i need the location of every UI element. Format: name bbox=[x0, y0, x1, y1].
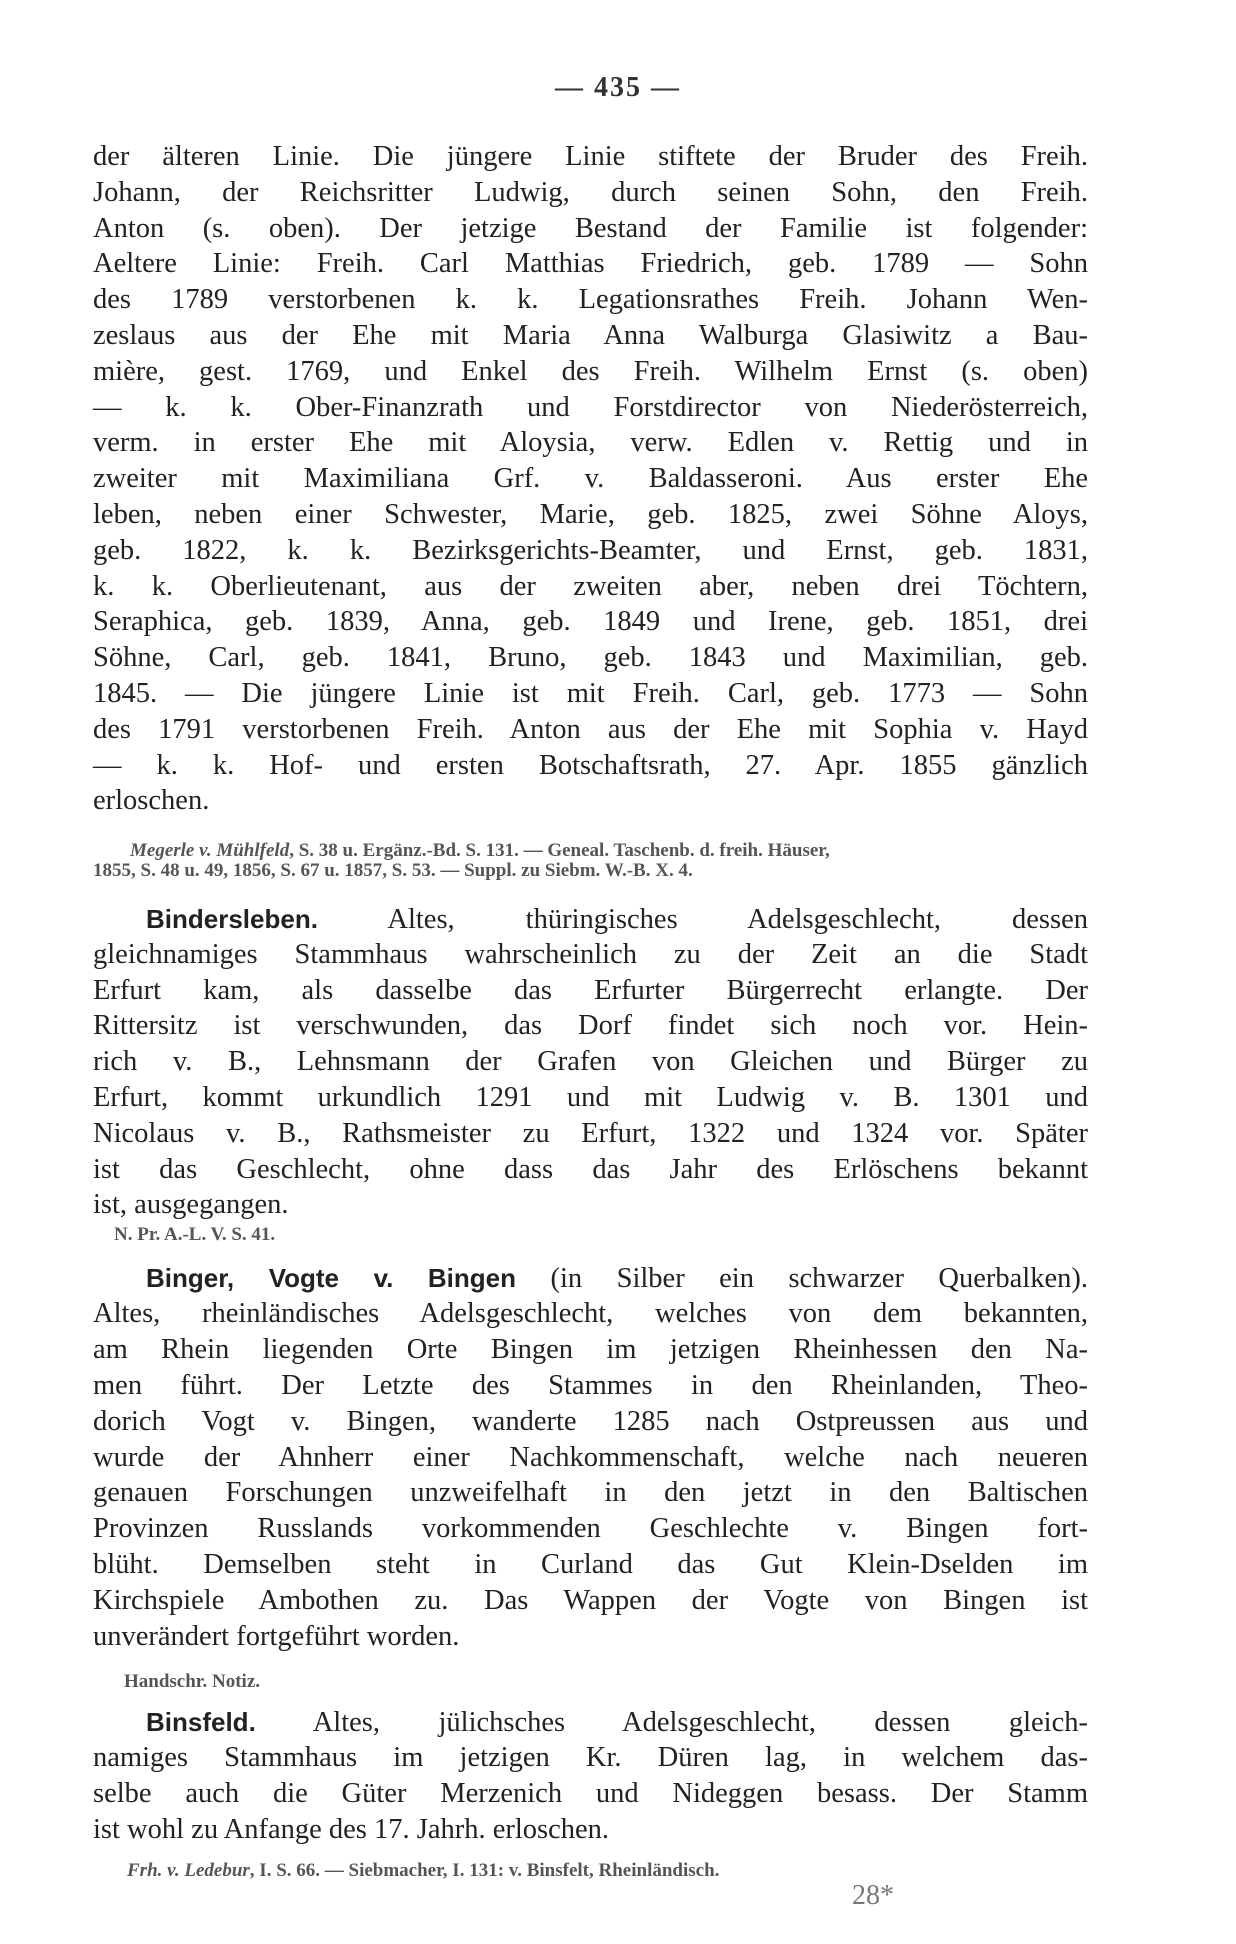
continuation-line bbox=[93, 283, 1088, 317]
footnote-text: , S. 38 u. Ergänz.-Bd. S. 131. — Geneal. Taschenb. d. freih. Häuser, bbox=[289, 840, 830, 861]
entry-headword: Binger, Vogte v. Bingen bbox=[146, 1263, 516, 1293]
line-text: erloschen. bbox=[93, 785, 210, 817]
bindersleben-footnote bbox=[114, 1224, 275, 1246]
footnote-text: , I. S. 66. — Siebmacher, I. 131: v. Binsfelt, Rheinländisch. bbox=[249, 1860, 720, 1881]
line-text: k. k. Oberlieutenant, aus der zweiten aber, neben drei Töchtern, bbox=[93, 570, 1088, 602]
continuation-line bbox=[93, 355, 1088, 389]
page-number: — 435 — bbox=[555, 72, 681, 103]
binger-line bbox=[93, 1476, 1088, 1510]
continuation-line bbox=[93, 605, 1088, 639]
bindersleben-line bbox=[93, 974, 1088, 1008]
line-text: zeslaus aus der Ehe mit Maria Anna Walburga Glasiwitz a Bau- bbox=[93, 320, 1088, 351]
line-text: gleichnamiges Stammhaus wahrscheinlich zu der Zeit an die Stadt bbox=[93, 938, 1088, 970]
bindersleben-line bbox=[93, 1188, 1088, 1222]
line-text: verm. in erster Ehe mit Aloysia, verw. Edlen v. Rettig und in bbox=[93, 427, 1088, 459]
line-text: Rittersitz ist verschwunden, das Dorf findet sich noch vor. Hein- bbox=[93, 1010, 1088, 1042]
bindersleben-line bbox=[93, 1009, 1088, 1043]
continuation-line bbox=[93, 319, 1088, 353]
line-text: Söhne, Carl, geb. 1841, Bruno, geb. 1843 und Maximilian, geb. bbox=[93, 642, 1088, 674]
binger-line bbox=[93, 1620, 1088, 1654]
footnote-text: N. Pr. A.-L. V. S. 41. bbox=[114, 1224, 276, 1245]
line-text: mière, gest. 1769, und Enkel des Freih. Wilhelm Ernst (s. oben) bbox=[93, 355, 1088, 387]
line-text: zweiter mit Maximiliana Grf. v. Baldasseroni. Aus erster Ehe bbox=[93, 463, 1088, 495]
bindersleben-line bbox=[93, 1045, 1088, 1079]
continuation-footnote bbox=[130, 840, 830, 862]
line-text: geb. 1822, k. k. Bezirksgerichts-Beamter, und Ernst, geb. 1831, bbox=[93, 534, 1088, 566]
continuation-line bbox=[93, 784, 1088, 818]
continuation-line bbox=[93, 462, 1088, 496]
continuation-line bbox=[93, 677, 1088, 711]
line-text: dorich Vogt v. Bingen, wanderte 1285 nach Ostpreussen aus und bbox=[93, 1405, 1088, 1437]
binger-line bbox=[93, 1297, 1088, 1331]
binger-line bbox=[93, 1369, 1088, 1403]
bindersleben-line bbox=[93, 1081, 1088, 1115]
continuation-line bbox=[93, 391, 1088, 425]
footnote-author: Frh. v. Ledebur bbox=[127, 1860, 250, 1881]
entry-headword: Binsfeld. bbox=[146, 1707, 256, 1737]
line-text: Aeltere Linie: Freih. Carl Matthias Friedrich, geb. 1789 — Sohn bbox=[93, 248, 1088, 280]
line-text: Nicolaus v. B., Rathsmeister zu Erfurt, 1322 und 1324 vor. Später bbox=[93, 1117, 1088, 1149]
continuation-line bbox=[93, 749, 1088, 783]
footnote-author: Megerle v. Mühlfeld bbox=[130, 840, 290, 861]
binsfeld-line bbox=[93, 1777, 1088, 1811]
binsfeld-footnote bbox=[127, 1860, 719, 1882]
binger-line bbox=[93, 1512, 1088, 1546]
continuation-line bbox=[93, 140, 1088, 174]
continuation-line bbox=[93, 641, 1088, 675]
binsfeld-line bbox=[93, 1813, 1088, 1847]
line-text: Anton (s. oben). Der jetzige Bestand der Familie ist folgender: bbox=[93, 212, 1088, 244]
line-text: men führt. Der Letzte des Stammes in den Rheinlanden, Theo- bbox=[93, 1369, 1088, 1401]
continuation-line bbox=[93, 247, 1088, 281]
line-text: Altes, rheinländisches Adelsgeschlecht, welches von dem bekannten, bbox=[93, 1297, 1088, 1329]
continuation-line bbox=[93, 534, 1088, 568]
line-text: ist, ausgegangen. bbox=[93, 1189, 289, 1221]
line-text: unverändert fortgeführt worden. bbox=[93, 1621, 460, 1652]
line-text: der älteren Linie. Die jüngere Linie stiftete der Bruder des Freih. bbox=[93, 141, 1088, 172]
line-text: Johann, der Reichsritter Ludwig, durch seinen Sohn, den Freih. bbox=[93, 176, 1088, 208]
line-text: ist das Geschlecht, ohne dass das Jahr des Erlöschens bekannt bbox=[93, 1153, 1088, 1185]
binger-line bbox=[93, 1333, 1088, 1367]
continuation-line bbox=[93, 426, 1088, 460]
binger-line bbox=[93, 1548, 1088, 1582]
line-text: des 1789 verstorbenen k. k. Legationsrathes Freih. Johann Wen- bbox=[93, 284, 1088, 316]
bindersleben-line bbox=[146, 902, 1088, 937]
continuation-line bbox=[93, 176, 1088, 210]
continuation-line bbox=[93, 498, 1088, 532]
line-text: — k. k. Hof- und ersten Botschaftsrath, 27. Apr. 1855 gänzlich bbox=[93, 749, 1088, 781]
line-text: am Rhein liegenden Orte Bingen im jetzigen Rheinhessen den Na- bbox=[93, 1333, 1088, 1365]
line-text: (in Silber ein schwarzer Querbalken). bbox=[516, 1263, 1088, 1294]
line-text: selbe auch die Güter Merzenich und Nideggen besass. Der Stamm bbox=[93, 1777, 1088, 1809]
binger-line bbox=[93, 1584, 1088, 1618]
binger-footnote bbox=[124, 1671, 260, 1693]
line-text: namiges Stammhaus im jetzigen Kr. Düren lag, in welchem das- bbox=[93, 1741, 1088, 1773]
line-text: Altes, jülichsches Adelsgeschlecht, dessen gleich- bbox=[255, 1707, 1088, 1738]
line-text: des 1791 verstorbenen Freih. Anton aus der Ehe mit Sophia v. Hayd bbox=[93, 713, 1088, 745]
footnote-text: Handschr. Notiz. bbox=[124, 1671, 261, 1692]
continuation-footnote bbox=[93, 860, 693, 882]
line-text: Erfurt kam, als dasselbe das Erfurter Bürgerrecht erlangte. Der bbox=[93, 974, 1088, 1006]
line-text: — k. k. Ober-Finanzrath und Forstdirector von Niederösterreich, bbox=[93, 391, 1088, 423]
line-text: Seraphica, geb. 1839, Anna, geb. 1849 und Irene, geb. 1851, drei bbox=[93, 606, 1088, 638]
binsfeld-line bbox=[146, 1705, 1088, 1740]
continuation-line bbox=[93, 212, 1088, 246]
line-text: wurde der Ahnherr einer Nachkommenschaft, welche nach neueren bbox=[93, 1441, 1088, 1473]
line-text: ist wohl zu Anfange des 17. Jahrh. erloschen. bbox=[93, 1813, 610, 1845]
line-text: Altes, thüringisches Adelsgeschlecht, dessen bbox=[317, 904, 1088, 935]
line-text: Erfurt, kommt urkundlich 1291 und mit Ludwig v. B. 1301 und bbox=[93, 1082, 1088, 1113]
binsfeld-line bbox=[93, 1741, 1088, 1775]
footnote-text: 1855, S. 48 u. 49, 1856, S. 67 u. 1857, S. 53. — Suppl. zu Siebm. W.-B. X. 4. bbox=[93, 860, 693, 881]
line-text: genauen Forschungen unzweifelhaft in den jetzt in den Baltischen bbox=[93, 1477, 1088, 1509]
bindersleben-line bbox=[93, 938, 1088, 972]
line-text: rich v. B., Lehnsmann der Grafen von Gleichen und Bürger zu bbox=[93, 1046, 1088, 1078]
continuation-line bbox=[93, 713, 1088, 747]
bindersleben-line bbox=[93, 1117, 1088, 1151]
binger-line bbox=[93, 1441, 1088, 1475]
continuation-line bbox=[93, 570, 1088, 604]
line-text: 1845. — Die jüngere Linie ist mit Freih. Carl, geb. 1773 — Sohn bbox=[93, 678, 1088, 709]
line-text: Kirchspiele Ambothen zu. Das Wappen der Vogte von Bingen ist bbox=[93, 1585, 1088, 1617]
binger-line bbox=[146, 1261, 1088, 1296]
line-text: blüht. Demselben steht in Curland das Gut Klein-Dselden im bbox=[93, 1549, 1088, 1581]
entry-headword: Bindersleben. bbox=[146, 904, 318, 934]
line-text: leben, neben einer Schwester, Marie, geb. 1825, zwei Söhne Aloys, bbox=[93, 499, 1088, 530]
line-text: Provinzen Russlands vorkommenden Geschlechte v. Bingen fort- bbox=[93, 1513, 1088, 1545]
binger-line bbox=[93, 1405, 1088, 1439]
signature-mark: 28* bbox=[852, 1880, 894, 1911]
bindersleben-line bbox=[93, 1153, 1088, 1187]
